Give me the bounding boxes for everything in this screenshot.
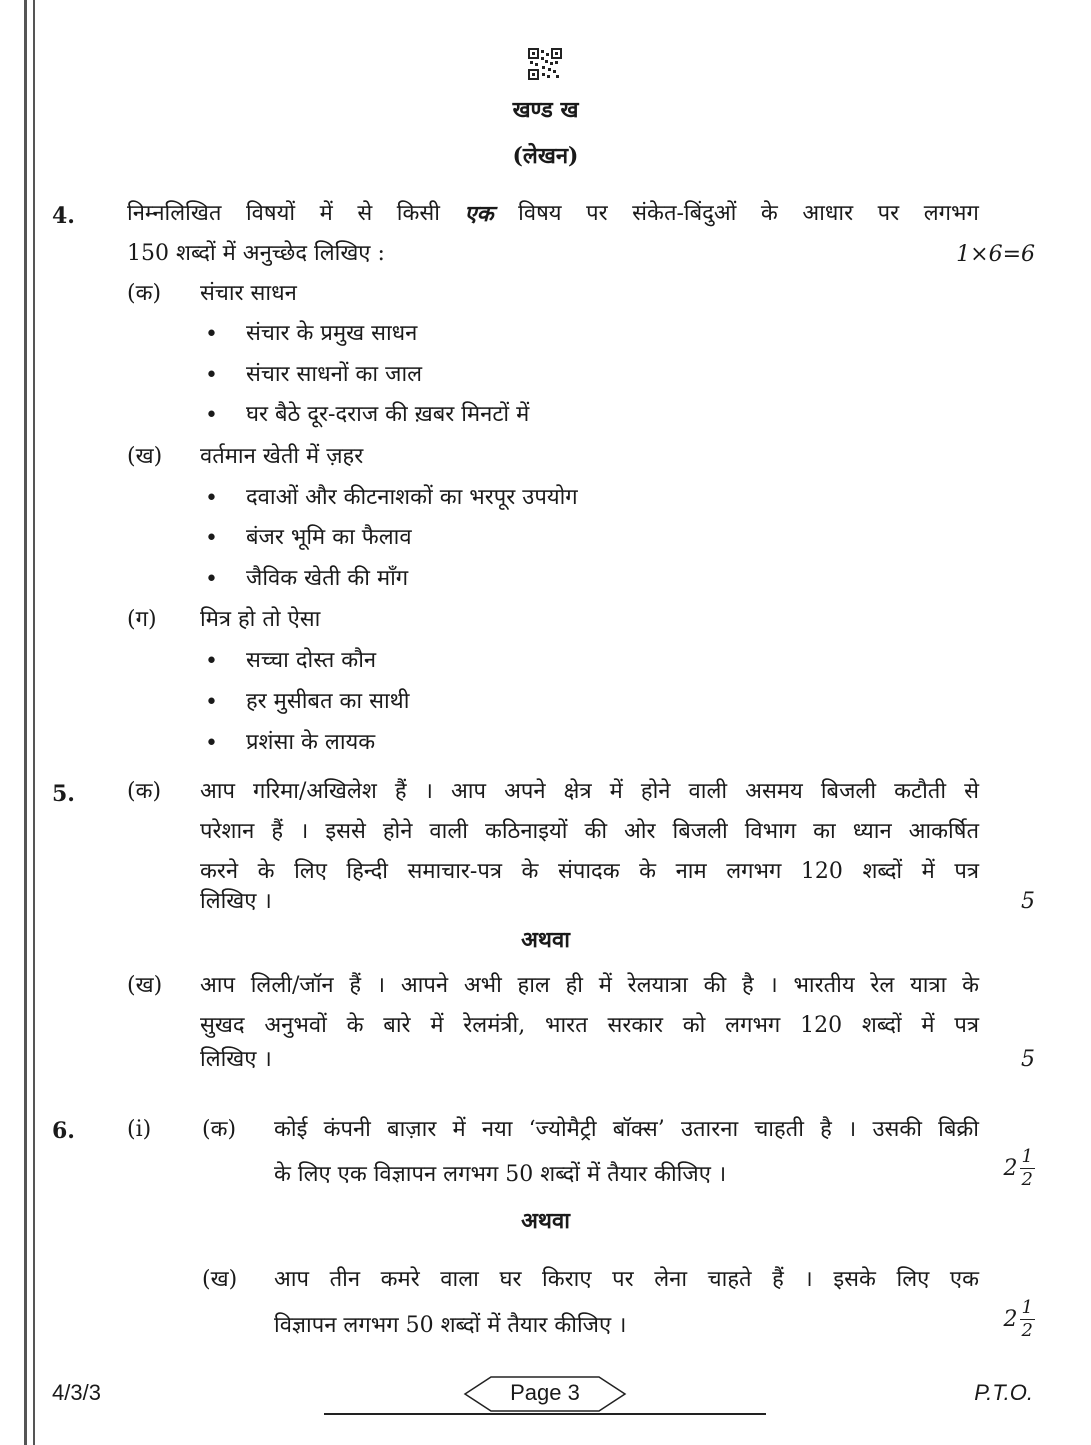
option-label: (ख) bbox=[127, 444, 163, 469]
option-label: (क) bbox=[127, 779, 162, 804]
word: आधार bbox=[802, 201, 854, 226]
answer-text-line: विज्ञापन लगभग 50 शब्दों में तैयार कीजिए । bbox=[274, 1313, 627, 1338]
word: संकेत-बिंदुओं bbox=[632, 201, 737, 226]
answer-text-line: सुखद अनुभवों के बारे में रेलमंत्री, भारत सरकार को लगभग 120 शब्दों में पत्र bbox=[200, 1013, 979, 1038]
fraction bbox=[1020, 1297, 1035, 1342]
paper-code: 4/3/3 bbox=[52, 1380, 101, 1405]
marks: 5 bbox=[1021, 1047, 1035, 1072]
option-point: हर मुसीबत का साथी bbox=[246, 689, 410, 714]
pto: P.T.O. bbox=[974, 1380, 1033, 1405]
marks-whole: 2 bbox=[1003, 1156, 1018, 1181]
option-point: संचार के प्रमुख साधन bbox=[246, 321, 418, 346]
option-point: घर बैठे दूर-दराज की ख़बर मिनटों में bbox=[246, 402, 530, 427]
marks: 1×6=6 bbox=[956, 242, 1035, 267]
bullet-icon: • bbox=[205, 322, 218, 347]
answer-text-line: कोई कंपनी बाज़ार में नया ‘ज्योमैट्री बॉक्स’ उतारना चाहती है । उसकी बिक्री bbox=[274, 1117, 979, 1142]
bullet-icon: • bbox=[205, 690, 218, 715]
fraction bbox=[1020, 1146, 1035, 1191]
section-title: खण्ड ख bbox=[512, 97, 579, 123]
option-point: प्रशंसा के लायक bbox=[246, 730, 376, 755]
question-number: 6. bbox=[52, 1118, 75, 1144]
option-title: मित्र हो तो ऐसा bbox=[200, 607, 321, 632]
word: में bbox=[319, 201, 333, 226]
option-label: (ग) bbox=[127, 607, 157, 632]
bullet-icon: • bbox=[205, 403, 218, 428]
question-number: 4. bbox=[52, 203, 75, 229]
question-number: 5. bbox=[52, 781, 75, 807]
marks-fraction bbox=[1004, 1297, 1035, 1342]
option-point: जैविक खेती की माँग bbox=[246, 566, 409, 591]
question-text-line bbox=[127, 194, 979, 234]
option-title: वर्तमान खेती में ज़हर bbox=[200, 444, 364, 469]
bullet-icon: • bbox=[205, 486, 218, 511]
word: पर bbox=[877, 201, 900, 226]
word: के bbox=[760, 201, 778, 226]
question-text-line: 150 शब्दों में अनुच्छेद लिखिए : bbox=[127, 241, 385, 266]
or-divider: अथवा bbox=[521, 1208, 570, 1234]
option-label: (ख) bbox=[202, 1267, 238, 1292]
answer-text-line: आप गरिमा/अखिलेश हैं । आप अपने क्षेत्र में होने वाली असमय बिजली कटौती से bbox=[200, 779, 979, 804]
answer-text-line: आप तीन कमरे वाला घर किराए पर लेना चाहते हैं । इसके लिए एक bbox=[274, 1267, 979, 1292]
option-title: संचार साधन bbox=[200, 281, 297, 306]
word: निम्नलिखित bbox=[127, 201, 222, 226]
fraction-denominator: 2 bbox=[1021, 1320, 1033, 1341]
option-label: (क) bbox=[202, 1117, 237, 1142]
marks: 5 bbox=[1021, 889, 1035, 914]
option-label: (ख) bbox=[127, 973, 163, 998]
qr-code-icon bbox=[528, 48, 562, 80]
word: विषय bbox=[518, 201, 562, 226]
option-label: (क) bbox=[127, 281, 162, 306]
sub-question-label: (i) bbox=[127, 1117, 152, 1142]
answer-text-line: लिखिए । bbox=[200, 1047, 272, 1072]
bullet-icon: • bbox=[205, 731, 218, 756]
footer-rule bbox=[324, 1413, 766, 1415]
or-divider: अथवा bbox=[521, 927, 570, 953]
fraction-denominator: 2 bbox=[1021, 1169, 1033, 1190]
option-point: दवाओं और कीटनाशकों का भरपूर उपयोग bbox=[246, 485, 578, 510]
answer-text-line: के लिए एक विज्ञापन लगभग 50 शब्दों में तैयार कीजिए । bbox=[274, 1162, 727, 1187]
option-point: बंजर भूमि का फैलाव bbox=[246, 525, 412, 550]
word: पर bbox=[586, 201, 608, 226]
answer-text-line: लिखिए । bbox=[200, 889, 272, 914]
answer-text-line: आप लिली/जॉन हैं । आपने अभी हाल ही में रेलयात्रा की है । भारतीय रेल यात्रा के bbox=[200, 973, 979, 998]
bullet-icon: • bbox=[205, 526, 218, 551]
section-subtitle: (लेखन) bbox=[512, 143, 579, 169]
bullet-icon: • bbox=[205, 567, 218, 592]
word: लगभग bbox=[923, 201, 979, 226]
bullet-icon: • bbox=[205, 649, 218, 674]
word: से bbox=[357, 201, 373, 226]
page-number: Page 3 bbox=[510, 1380, 580, 1405]
bullet-icon: • bbox=[205, 363, 218, 388]
answer-text-line: परेशान हैं । इससे होने वाली कठिनाइयों की ओर बिजली विभाग का ध्यान आकर्षित bbox=[200, 819, 979, 844]
answer-text-line: करने के लिए हिन्दी समाचार-पत्र के संपादक के नाम लगभग 120 शब्दों में पत्र bbox=[200, 859, 979, 884]
marks-whole: 2 bbox=[1003, 1307, 1018, 1332]
option-point: सच्चा दोस्त कौन bbox=[246, 648, 377, 673]
word: विषयों bbox=[245, 201, 296, 226]
emphasis-word: एक bbox=[464, 201, 494, 227]
option-point: संचार साधनों का जाल bbox=[246, 362, 423, 387]
fraction-numerator: 1 bbox=[1021, 1297, 1033, 1318]
marks-fraction bbox=[1004, 1146, 1035, 1191]
word: किसी bbox=[396, 201, 440, 226]
fraction-numerator: 1 bbox=[1021, 1146, 1033, 1167]
